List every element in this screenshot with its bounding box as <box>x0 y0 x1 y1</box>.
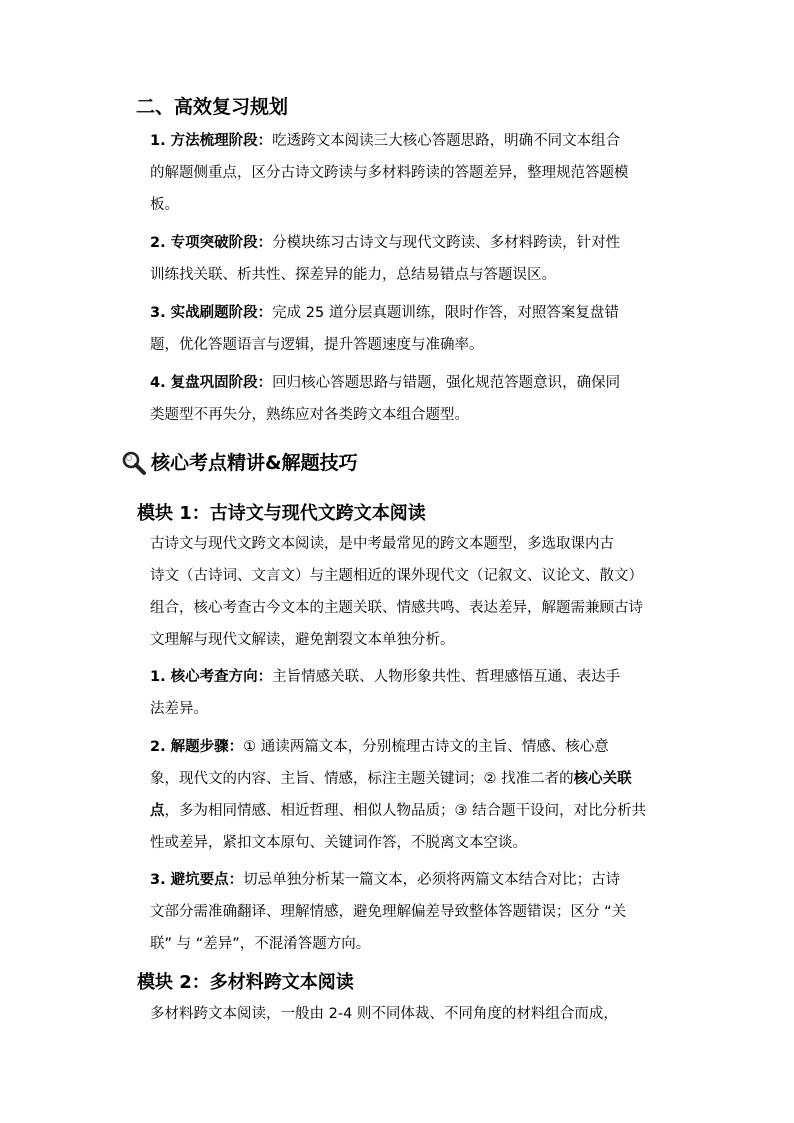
plan-item-label: 4. 复盘巩固阶段： <box>150 375 273 391</box>
direction-label: 1. 核心考查方向： <box>150 669 273 685</box>
plan-item-label: 2. 专项突破阶段： <box>150 235 273 251</box>
steps-label: 2. 解题步骤： <box>150 739 244 755</box>
intro-line: 多材料跨文本阅读，一般由 2-4 则不同体裁、不同角度的材料组合而成， <box>150 1006 618 1022</box>
steps-text: ，多为相同情感、相近哲理、相似人物品质；③ 结合题干设问，对比分析共 <box>164 803 647 819</box>
module-1-intro <box>121 528 667 656</box>
steps-keyword: 点 <box>150 803 165 819</box>
plan-item-text: 回归核心答题思路与错题，强化规范答题意识，确保同 <box>272 375 621 391</box>
direction-text: 主旨情感关联、人物形象共性、哲理感悟互通、表达手 <box>272 669 621 685</box>
module-2-intro <box>121 998 667 1030</box>
pitfalls-label: 3. 避坑要点： <box>150 872 244 888</box>
intro-line: 组合，核心考查古今文本的主题关联、情感共鸣、表达差异，解题需兼顾古诗 <box>150 600 643 616</box>
plan-item-label: 1. 方法梳理阶段： <box>150 133 273 149</box>
section-title-plan: 二、高效复习规划 <box>136 96 289 118</box>
plan-item-text: 吃透跨文本阅读三大核心答题思路，明确不同文本组合 <box>272 133 621 149</box>
module-1-steps <box>121 731 667 859</box>
plan-item-label: 3. 实战刷题阶段： <box>150 305 273 321</box>
plan-item-text: 完成 25 道分层真题训练，限时作答，对照答案复盘错 <box>272 305 619 321</box>
pitfalls-text: 联” 与 “差异”，不混淆答题方向。 <box>150 936 371 952</box>
plan-item-2 <box>121 227 667 291</box>
intro-line: 文理解与现代文解读，避免割裂文本单独分析。 <box>150 632 455 648</box>
plan-item-text: 题，优化答题语言与逻辑，提升答题速度与准确率。 <box>150 337 484 353</box>
plan-item-text: 训练找关联、析共性、探差异的能力，总结易错点与答题误区。 <box>150 267 556 283</box>
plan-item-1 <box>121 125 667 221</box>
plan-item-text: 分模块练习古诗文与现代文跨读、多材料跨读，针对性 <box>272 235 621 251</box>
steps-text: 象，现代文的内容、主旨、情感，标注主题关键词；② 找准二者的 <box>150 771 574 787</box>
plan-item-text: 板。 <box>150 197 179 213</box>
module-1-title: 模块 1：古诗文与现代文跨文本阅读 <box>137 503 426 524</box>
module-2-title: 模块 2：多材料跨文本阅读 <box>137 972 354 993</box>
steps-text: 性或差异，紧扣文本原句、关键词作答，不脱离文本空谈。 <box>150 835 527 851</box>
intro-line: 古诗文与现代文跨文本阅读，是中考最常见的跨文本题型，多选取课内古 <box>150 536 614 552</box>
pitfalls-text: 文部分需准确翻译、理解情感，避免理解偏差导致整体答题错误；区分 “关 <box>150 904 627 920</box>
plan-item-4 <box>121 367 667 431</box>
intro-line: 诗文（古诗词、文言文）与主题相近的课外现代文（记叙文、议论文、散文） <box>150 568 643 584</box>
plan-item-text: 的解题侧重点，区分古诗文跨读与多材料跨读的答题差异，整理规范答题模 <box>150 165 629 181</box>
plan-item-text: 类题型不再失分，熟练应对各类跨文本组合题型。 <box>150 407 469 423</box>
magnifier-icon <box>121 450 147 476</box>
steps-keyword: 核心关联 <box>573 771 632 787</box>
steps-text: ① 通读两篇文本，分别梳理古诗文的主旨、情感、核心意 <box>243 739 609 755</box>
plan-item-3 <box>121 297 667 361</box>
section-title-core-text: 核心考点精讲&解题技巧 <box>151 452 358 474</box>
module-1-pitfalls <box>121 864 667 960</box>
module-1-direction <box>121 661 667 725</box>
pitfalls-text: 切忌单独分析某一篇文本，必须将两篇文本结合对比；古诗 <box>243 872 621 888</box>
direction-text: 法差异。 <box>150 701 208 717</box>
section-title-core <box>121 448 358 478</box>
